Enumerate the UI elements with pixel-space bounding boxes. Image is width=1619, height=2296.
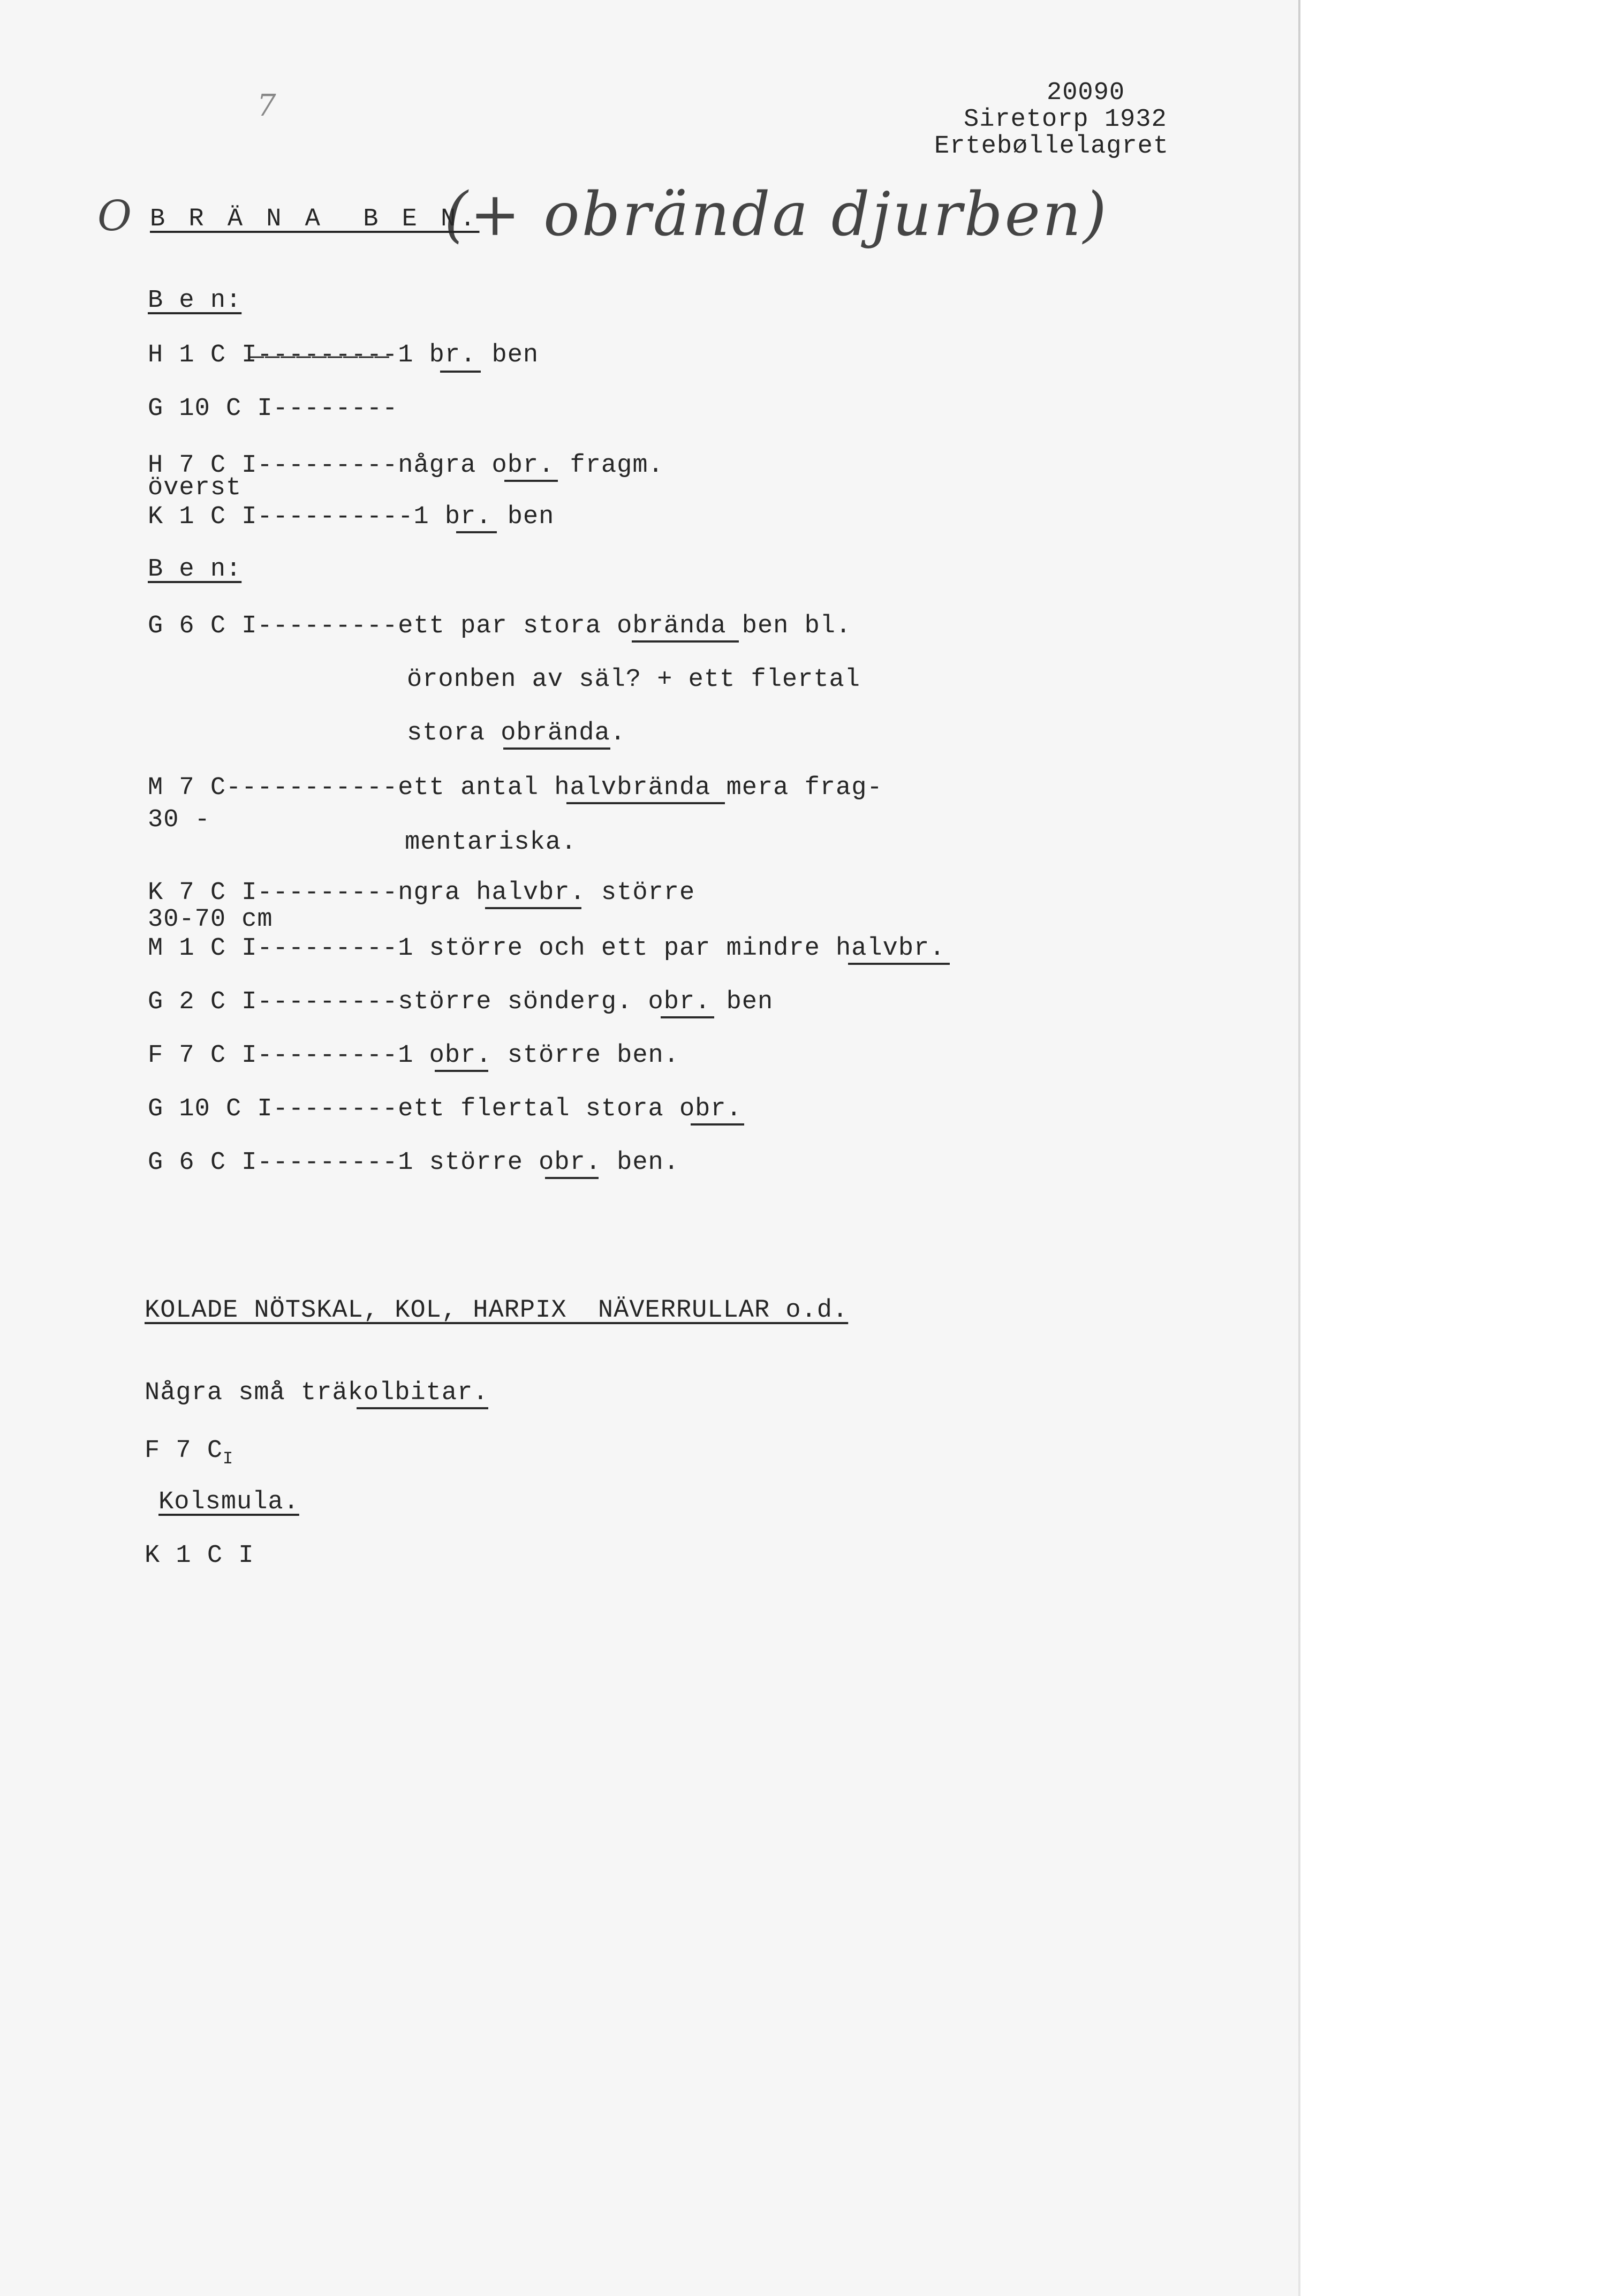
entry-line: stora obrända. xyxy=(407,719,626,747)
entry-line: 30-70 cm xyxy=(148,905,273,934)
underline-obr xyxy=(691,1123,744,1126)
underline-obranda xyxy=(632,640,739,643)
entry-line: G 6 C I---------1 större obr. ben. xyxy=(148,1149,679,1177)
entry-line: F 7 C I---------1 obr. större ben. xyxy=(148,1041,679,1070)
entry-line: H 1 C I̶-̶-̶-̶-̶-̶-̶-̶-̶-1 br. ben xyxy=(148,341,539,369)
entry-line: överst xyxy=(148,474,242,502)
section-title-brana-ben: B R Ä N A B E N. xyxy=(150,205,480,233)
underline-halvbranda xyxy=(566,802,725,804)
underline-obr xyxy=(661,1016,714,1018)
section-title-kolade: KOLADE NÖTSKAL, KOL, HARPIX NÄVERRULLAR o.d. xyxy=(145,1296,849,1325)
entry-line: G 6 C I---------ett par stora obrända ben bl. xyxy=(148,612,852,640)
subheading-ben-1: B e n: xyxy=(148,286,242,315)
entry-subscript: I xyxy=(223,1449,234,1469)
handwritten-circle-mark: O xyxy=(97,192,132,240)
entry-line: mentariska. xyxy=(405,828,577,857)
entry-line: M 1 C I---------1 större och ett par mindre halvbr. xyxy=(148,934,945,963)
entry-line: K 7 C I---------ngra halvbr. större xyxy=(148,879,695,907)
underline-br xyxy=(440,371,481,373)
underline-obr xyxy=(435,1070,488,1072)
underline-kolbitar xyxy=(357,1407,488,1409)
entry-line xyxy=(145,1438,233,1468)
entry-line: Kolsmula. xyxy=(158,1488,299,1516)
entry-line: öronben av säl? + ett flertal xyxy=(407,666,860,694)
underline-obr xyxy=(504,480,558,482)
underline-halvbr xyxy=(485,907,581,909)
catalog-number: 20090 xyxy=(1047,79,1125,107)
underline-obranda xyxy=(503,747,610,750)
entry-line: K 1 C I xyxy=(145,1542,254,1570)
handwritten-note: (+ obrända djurben) xyxy=(444,180,1109,250)
entry-line: M 7 C-----------ett antal halvbrända mera frag- xyxy=(148,774,883,802)
underline-halvbr xyxy=(848,963,950,965)
subheading-ben-2: B e n: xyxy=(148,555,242,584)
entry-main: F 7 C xyxy=(145,1437,223,1465)
entry-line: Några små träkolbitar. xyxy=(145,1379,489,1407)
entry-line: G 10 C I--------ett flertal stora obr. xyxy=(148,1095,742,1123)
handwritten-top-mark: 7 xyxy=(257,88,276,123)
layer-name: Ertebøllelagret xyxy=(934,132,1169,161)
underline-br xyxy=(456,531,497,533)
entry-line: K 1 C I----------1 br. ben xyxy=(148,503,555,531)
entry-line: G 2 C I---------större sönderg. obr. ben xyxy=(148,988,774,1016)
site-name: Siretorp 1932 xyxy=(964,105,1167,134)
entry-line: 30 - xyxy=(148,806,210,834)
entry-line: H 7 C I---------några obr. fragm. xyxy=(148,451,664,480)
entry-line: G 10 C I-------- xyxy=(148,395,398,423)
underline-obr xyxy=(545,1177,599,1179)
